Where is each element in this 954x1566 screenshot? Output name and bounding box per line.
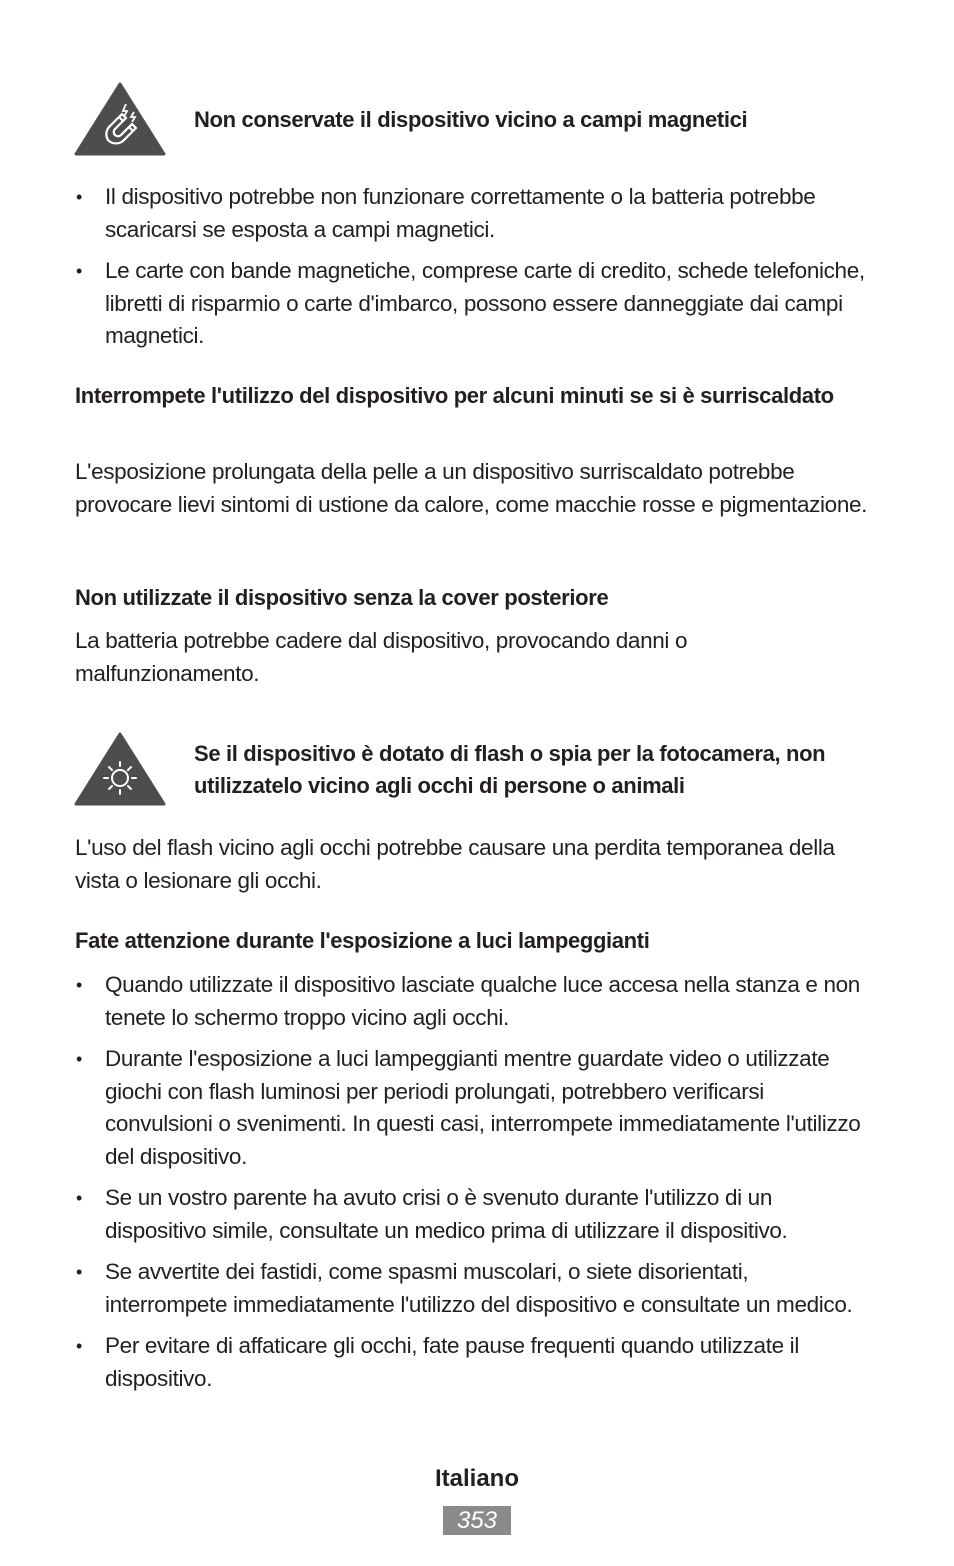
list-item: • Se un vostro parente ha avuto crisi o è svenuto durante l'utilizzo di un dispositivo simile, consultate un medico prima di utilizzare il dispositivo. xyxy=(76,1185,788,1243)
overheat-text: L'esposizione prolungata della pelle a un dispositivo surriscaldato potrebbe provocare lievi sintomi di ustione da calore, come macchie rosse e pigmentazione. xyxy=(75,459,868,517)
page-number-badge: 353 xyxy=(443,1506,511,1535)
list-item: • Il dispositivo potrebbe non funzionare correttamente o la batteria potrebbe scaricarsi se esposta a campi magnetici. xyxy=(76,184,816,242)
flashing-lights-bullet-list xyxy=(75,969,875,1404)
back-cover-heading: Non utilizzate il dispositivo senza la cover posteriore xyxy=(75,585,609,610)
magnetic-warning-title: Non conservate il dispositivo vicino a campi magnetici xyxy=(194,107,748,132)
list-item: • Quando utilizzate il dispositivo lasciate qualche luce accesa nella stanza e non tenete lo schermo troppo vicino agli occhi. xyxy=(76,972,860,1030)
footer-language: Italiano xyxy=(434,1465,519,1492)
flash-text: L'uso del flash vicino agli occhi potrebbe causare una perdita temporanea della vista o lesionare gli occhi. xyxy=(75,835,835,893)
flash-light-warning-icon xyxy=(74,732,166,808)
magnetic-warning xyxy=(74,82,864,158)
overheat-heading: Interrompete l'utilizzo del dispositivo per alcuni minuti se si è surriscaldato xyxy=(75,383,834,408)
flash-warning-title: Se il dispositivo è dotato di flash o spia per la fotocamera, non utilizzatelo vicino agli occhi di persone o animali xyxy=(194,741,826,798)
back-cover-text: La batteria potrebbe cadere dal dispositivo, provocando danni o malfunzionamento. xyxy=(75,628,688,686)
list-item: • Durante l'esposizione a luci lampeggianti mentre guardate video o utilizzate giochi con flash luminosi per periodi prolungati, potrebbero verificarsi convulsioni o svenimenti. In questi casi, interrompete immediatamente l'utilizzo del dispositivo. xyxy=(76,1046,861,1169)
flash-warning xyxy=(74,732,864,808)
magnet-warning-icon xyxy=(74,82,166,158)
list-item: • Le carte con bande magnetiche, comprese carte di credito, schede telefoniche, libretti di risparmio o carte d'imbarco, possono essere danneggiate dai campi magnetici. xyxy=(76,258,865,348)
list-item: • Se avvertite dei fastidi, come spasmi muscolari, o siete disorientati, interrompete immediatamente l'utilizzo del dispositivo e consultate un medico. xyxy=(76,1259,853,1317)
list-item: • Per evitare di affaticare gli occhi, fate pause frequenti quando utilizzate il dispositivo. xyxy=(76,1333,799,1391)
flashing-lights-heading: Fate attenzione durante l'esposizione a luci lampeggianti xyxy=(75,928,650,953)
magnetic-bullet-list xyxy=(75,181,875,362)
